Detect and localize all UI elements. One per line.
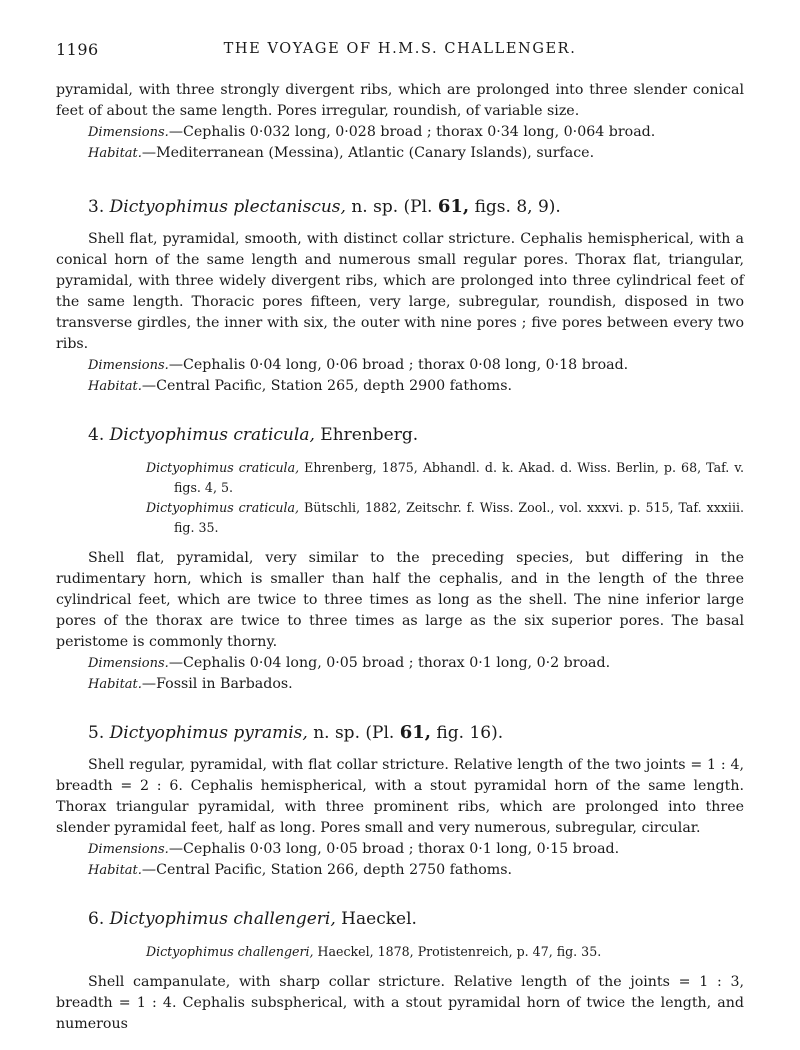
- synonym-name: Dictyophimus challengeri,: [146, 944, 314, 959]
- dimensions-text: —Cephalis 0·03 long, 0·05 broad ; thorax 0·1 long, 0·15 broad.: [168, 841, 620, 857]
- figure-ref: figs. 8, 9).: [469, 197, 561, 217]
- species-name: Dictyophimus craticula,: [109, 425, 315, 445]
- synonym-citation: Bütschli, 1882, Zeitschr. f. Wiss. Zool., vol. xxxvi. p. 515, Taf. xxxiii. fig. 35.: [174, 500, 744, 535]
- species-6-description: Shell campanulate, with sharp collar stricture. Relative length of the joints = 1 : 3, breadth = 1 : 4. Cephalis subspherical, with a stout pyramidal horn of twice the length, and numerous: [56, 974, 744, 1032]
- species-name: Dictyophimus challengeri,: [109, 909, 336, 929]
- habitat-text: —Mediterranean (Messina), Atlantic (Canary Islands), surface.: [141, 145, 595, 161]
- species-4-heading: [56, 423, 744, 447]
- species-number: 5.: [88, 723, 105, 743]
- dimensions-label: Dimensions.: [88, 656, 169, 671]
- species-4-description: Shell flat, pyramidal, very similar to the preceding species, but differing in the rudimentary horn, which is smaller than half the cephalis, and in the length of the three cylindrical feet, which are twice to three times as long as the shell. The nine inferior large pores of the thorax are twice to three times as large as the six superior pores. The basal peristome is commonly thorny.: [56, 550, 744, 650]
- habitat-label: Habitat.: [88, 677, 142, 692]
- habitat-label: Habitat.: [88, 379, 142, 394]
- plate-number: 61,: [399, 722, 432, 743]
- synonym-citation: Haeckel, 1878, Protistenreich, p. 47, fig. 35.: [313, 944, 602, 959]
- species-6-heading: [56, 907, 744, 931]
- intro-paragraph: pyramidal, with three strongly divergent ribs, which are prolonged into three slender conical feet of about the same length. Pores irregular, roundish, of variable size.: [56, 82, 744, 119]
- species-4-habitat: [88, 674, 744, 695]
- species-authority: Haeckel.: [335, 909, 417, 929]
- species-5-habitat: [88, 860, 744, 881]
- synonym-entry: [146, 458, 744, 498]
- species-number: 6.: [88, 909, 105, 929]
- species-name: Dictyophimus plectaniscus,: [109, 197, 346, 217]
- dimensions-label: Dimensions.: [88, 842, 169, 857]
- species-number: 3.: [88, 197, 105, 217]
- dimensions-label: Dimensions.: [88, 358, 169, 373]
- species-5-description: Shell regular, pyramidal, with flat collar stricture. Relative length of the two joints = 1 : 4, breadth = 2 : 6. Cephalis hemispherical, with a stout pyramidal horn of the same length. Thorax triangular pyramidal, with three prominent ribs, which are prolonged into three slender pyramidal feet, half as long. Pores small and very numerous, subregular, circular.: [56, 757, 744, 836]
- dimensions-text: —Cephalis 0·04 long, 0·06 broad ; thorax 0·08 long, 0·18 broad.: [168, 357, 629, 373]
- habitat-label: Habitat.: [88, 146, 142, 161]
- intro-habitat: [88, 143, 744, 164]
- habitat-text: —Central Pacific, Station 265, depth 2900 fathoms.: [141, 378, 513, 394]
- species-name: Dictyophimus pyramis,: [109, 723, 308, 743]
- synonym-name: Dictyophimus craticula,: [146, 500, 299, 515]
- species-note: n. sp. (Pl.: [307, 723, 400, 743]
- intro-dimensions: [88, 122, 744, 143]
- document-page: [56, 0, 744, 1035]
- species-5-heading: [56, 721, 744, 745]
- species-number: 4.: [88, 425, 105, 445]
- habitat-text: —Central Pacific, Station 266, depth 2750 fathoms.: [141, 862, 513, 878]
- dimensions-label: Dimensions.: [88, 125, 169, 140]
- dimensions-text: —Cephalis 0·04 long, 0·05 broad ; thorax 0·1 long, 0·2 broad.: [168, 655, 611, 671]
- habitat-text: —Fossil in Barbados.: [141, 676, 293, 692]
- synonym-citation: Ehrenberg, 1875, Abhandl. d. k. Akad. d. Wiss. Berlin, p. 68, Taf. v. figs. 4, 5.: [174, 460, 744, 495]
- species-3-dimensions: [88, 355, 744, 376]
- species-3-heading: [56, 195, 744, 219]
- species-authority: Ehrenberg.: [314, 425, 419, 445]
- species-5-dimensions: [88, 839, 744, 860]
- synonym-name: Dictyophimus craticula,: [146, 460, 300, 475]
- synonym-entry: [146, 942, 744, 962]
- habitat-label: Habitat.: [88, 863, 142, 878]
- synonym-entry: [146, 498, 744, 538]
- species-3-habitat: [88, 376, 744, 397]
- page-header: [56, 40, 744, 80]
- species-4-dimensions: [88, 653, 744, 674]
- plate-number: 61,: [437, 196, 470, 217]
- species-3-description: Shell flat, pyramidal, smooth, with distinct collar stricture. Cephalis hemispherical, with a conical horn of the same length and numerous small regular pores. Thorax flat, triangular, pyramidal, with three widely divergent ribs, which are prolonged into three cylindrical feet of the same length. Thoracic pores fifteen, very large, subregular, roundish, disposed in two transverse girdles, the inner with six, the outer with nine pores ; five pores between every two ribs.: [56, 231, 744, 352]
- dimensions-text: —Cephalis 0·032 long, 0·028 broad ; thorax 0·34 long, 0·064 broad.: [168, 124, 656, 140]
- running-head: THE VOYAGE OF H.M.S. CHALLENGER.: [223, 41, 577, 57]
- species-note: n. sp. (Pl.: [345, 197, 438, 217]
- figure-ref: fig. 16).: [431, 723, 504, 743]
- page-number: 1196: [56, 40, 99, 59]
